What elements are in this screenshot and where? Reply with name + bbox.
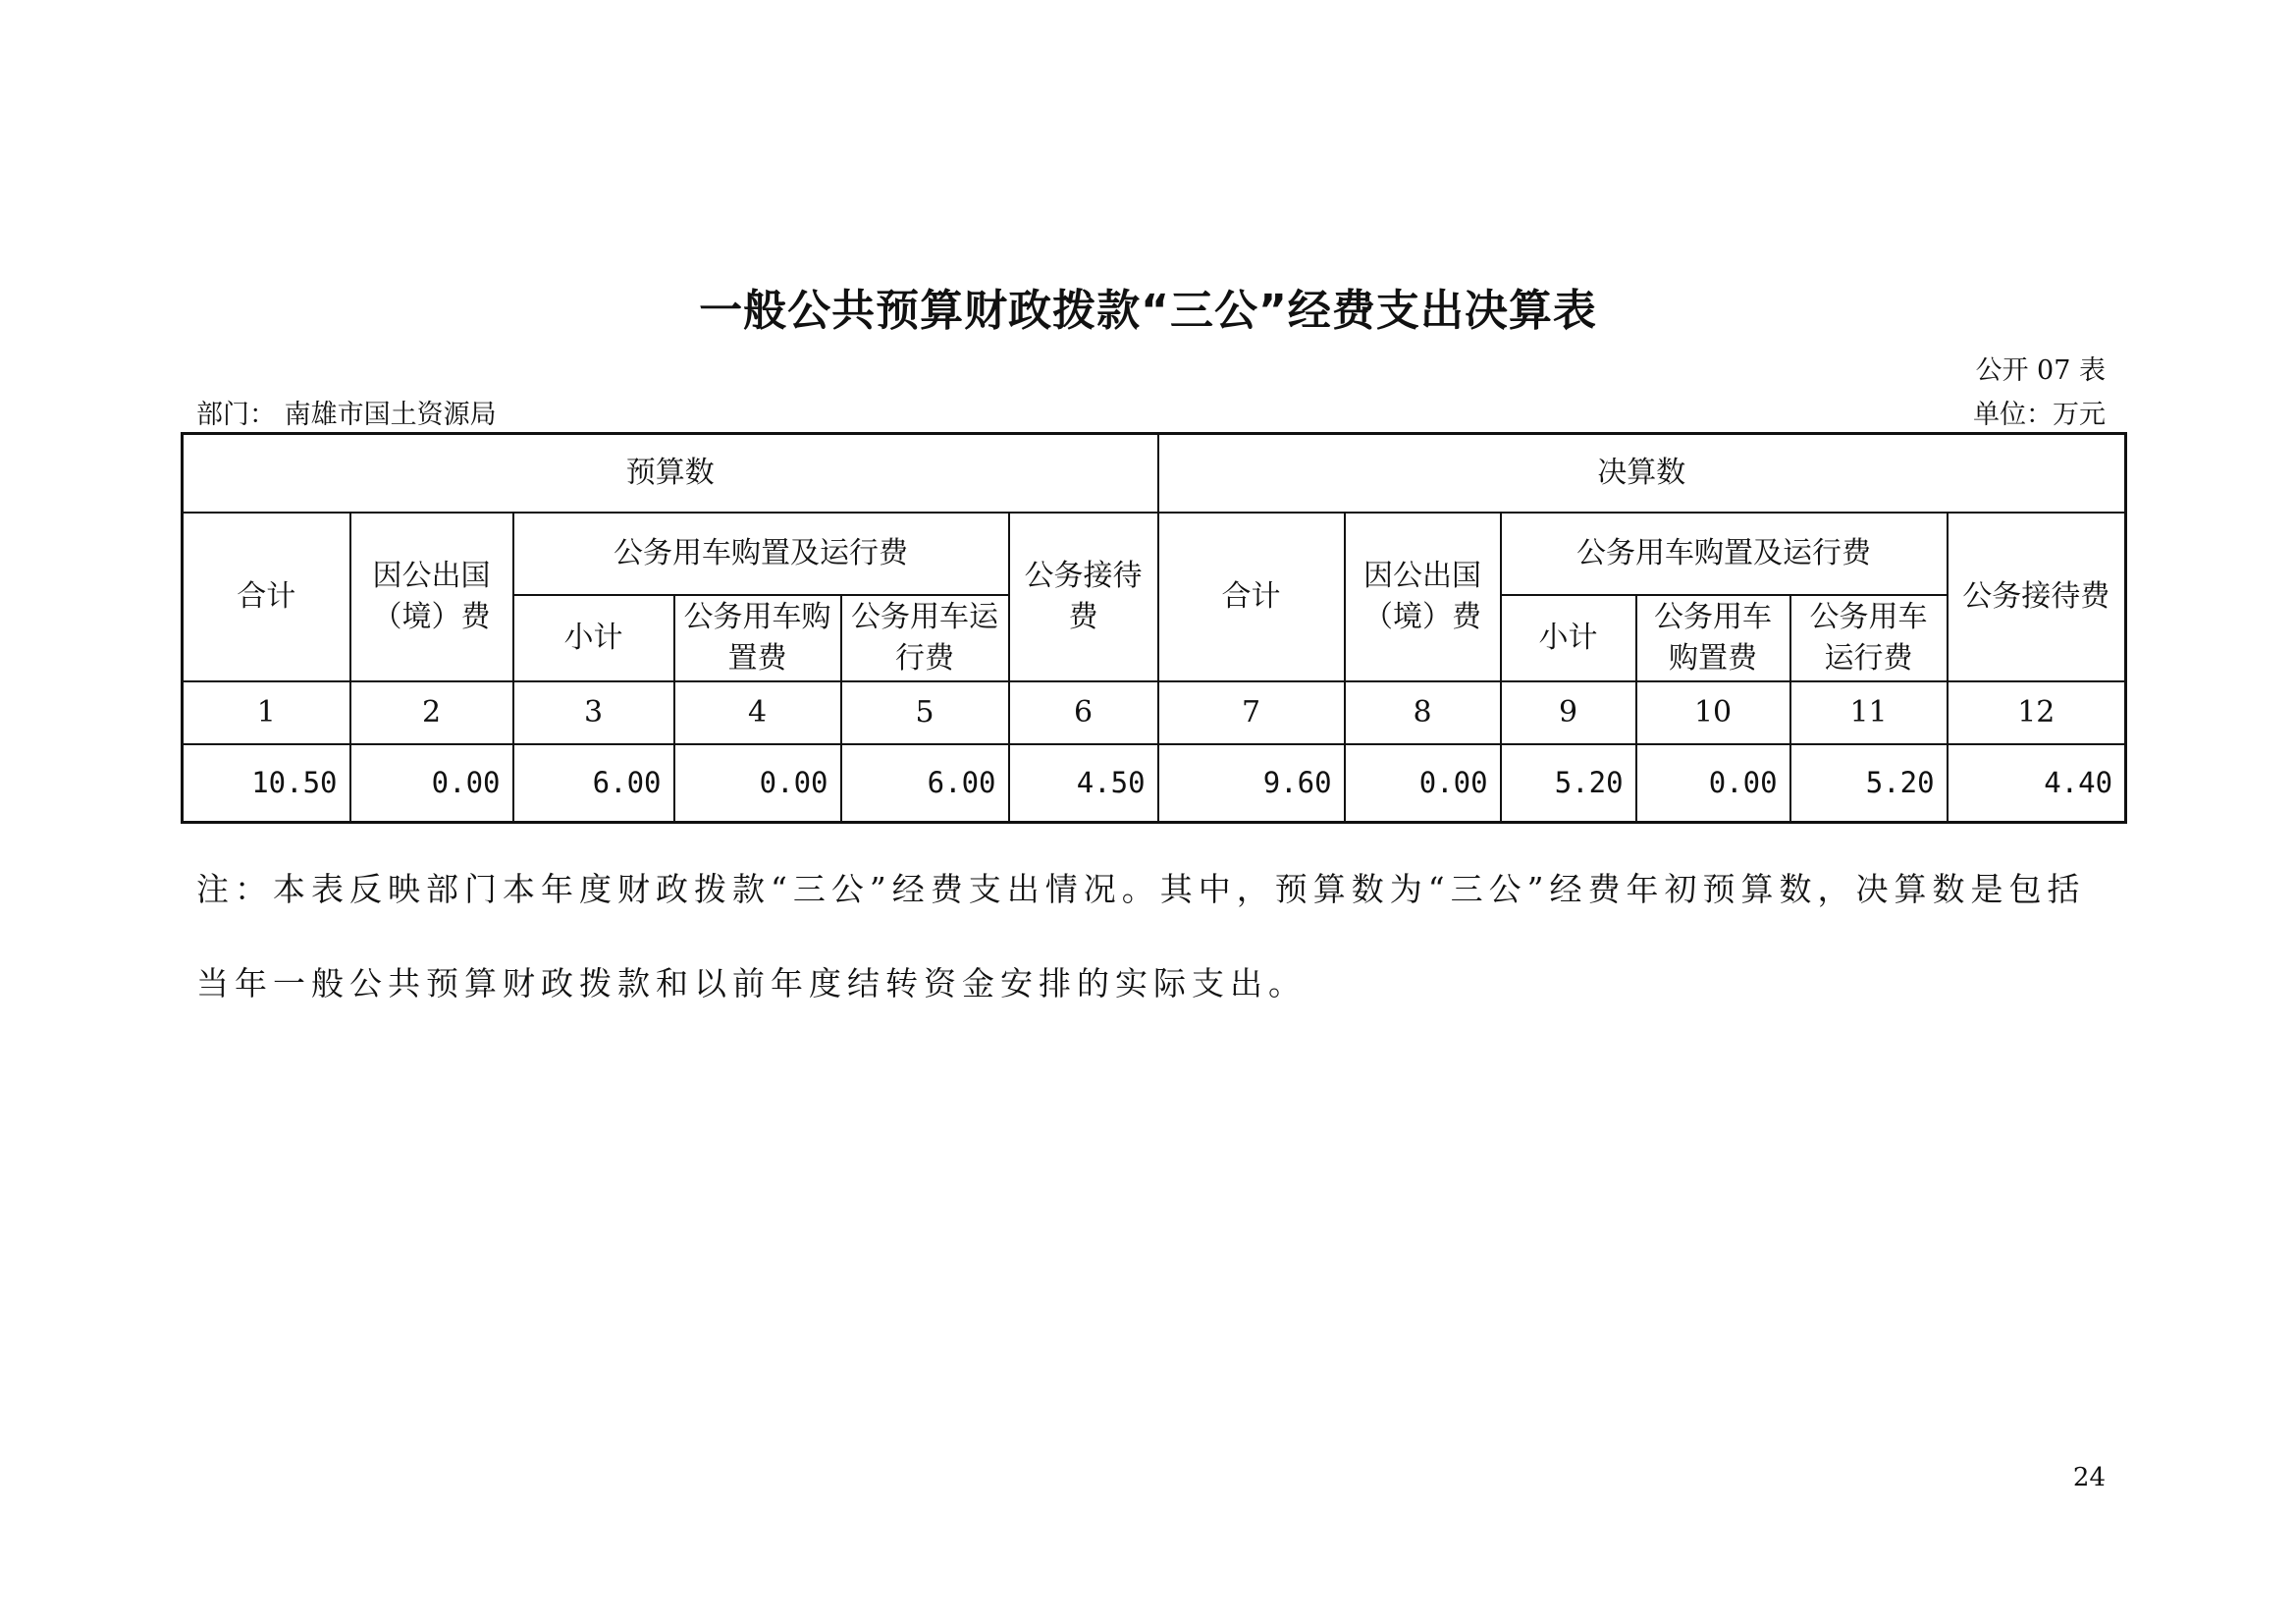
- final-total-header: 合计: [1158, 513, 1345, 681]
- budget-group-header: 预算数: [183, 434, 1158, 513]
- budget-total-header: 合计: [183, 513, 350, 681]
- budget-reception-header: 公务接待费: [1009, 513, 1158, 681]
- table-note: 注：本表反映部门本年度财政拨款“三公”经费支出情况。其中，预算数为“三公”经费年初预算数，决算数是包括当年一般公共预算财政拨款和以前年度结转资金安排的实际支出。: [196, 870, 2086, 1002]
- column-number: 3: [513, 681, 674, 744]
- column-number: 7: [1158, 681, 1345, 744]
- column-header-row: [183, 513, 2126, 595]
- column-number: 11: [1790, 681, 1948, 744]
- budget-operation-header: 公务用车运行费: [841, 595, 1009, 681]
- final-group-header: 决算数: [1158, 434, 2126, 513]
- value-cell: 0.00: [1636, 744, 1790, 823]
- final-vehicle-header: 公务用车购置及运行费: [1501, 513, 1948, 595]
- expense-table: [181, 432, 2127, 824]
- final-purchase-header: 公务用车购置费: [1636, 595, 1790, 681]
- column-number: 9: [1501, 681, 1636, 744]
- table-row: [183, 744, 2126, 823]
- value-cell: 6.00: [513, 744, 674, 823]
- column-number: 4: [674, 681, 841, 744]
- value-cell: 10.50: [183, 744, 350, 823]
- value-cell: 0.00: [674, 744, 841, 823]
- column-number: 12: [1948, 681, 2126, 744]
- value-cell: 0.00: [1345, 744, 1501, 823]
- value-cell: 5.20: [1790, 744, 1948, 823]
- page-number: 24: [2072, 1463, 2106, 1492]
- unit-label: 单位：万元: [1973, 400, 2106, 430]
- column-number: 6: [1009, 681, 1158, 744]
- page-title: 一般公共预算财政拨款“三公”经费支出决算表: [699, 286, 1597, 336]
- column-number: 10: [1636, 681, 1790, 744]
- budget-subtotal-header: 小计: [513, 595, 674, 681]
- department-label: 部门： 南雄市国土资源局: [196, 400, 497, 430]
- value-cell: 6.00: [841, 744, 1009, 823]
- column-number: 8: [1345, 681, 1501, 744]
- value-cell: 4.50: [1009, 744, 1158, 823]
- final-operation-header: 公务用车运行费: [1790, 595, 1948, 681]
- form-number: 公开 07 表: [1975, 355, 2106, 386]
- value-cell: 5.20: [1501, 744, 1636, 823]
- column-number: 2: [350, 681, 513, 744]
- budget-vehicle-header: 公务用车购置及运行费: [513, 513, 1009, 595]
- group-header-row: [183, 434, 2126, 513]
- value-cell: 4.40: [1948, 744, 2126, 823]
- column-number-row: [183, 681, 2126, 744]
- value-cell: 9.60: [1158, 744, 1345, 823]
- budget-abroad-header: 因公出国（境）费: [350, 513, 513, 681]
- final-reception-header: 公务接待费: [1948, 513, 2126, 681]
- value-cell: 0.00: [350, 744, 513, 823]
- column-number: 1: [183, 681, 350, 744]
- column-number: 5: [841, 681, 1009, 744]
- budget-purchase-header: 公务用车购置费: [674, 595, 841, 681]
- final-abroad-header: 因公出国（境）费: [1345, 513, 1501, 681]
- final-subtotal-header: 小计: [1501, 595, 1636, 681]
